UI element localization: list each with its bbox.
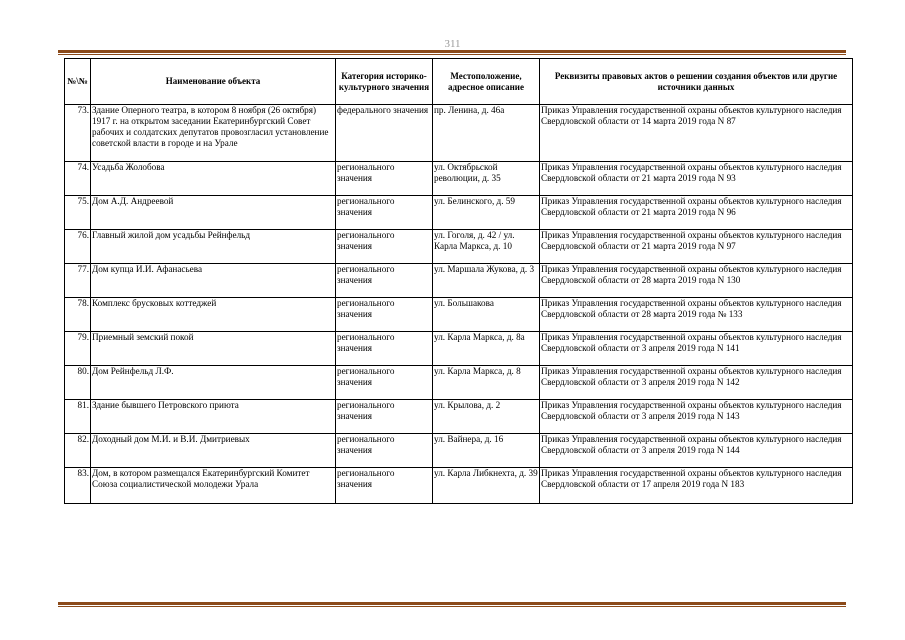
object-location: пр. Ленина, д. 46а [433,105,540,162]
object-legal-act: Приказ Управления государственной охраны объектов культурного наследия Свердловской области от 3 апреля 2019 года N 143 [540,400,853,434]
table-row [65,196,853,230]
object-name: Комплекс брусковых коттеджей [91,298,336,332]
object-name: Усадьба Жолобова [91,162,336,196]
heritage-objects-table [64,58,853,504]
row-number: 78. [65,298,91,332]
object-location: ул. Крылова, д. 2 [433,400,540,434]
object-category: регионального значения [336,400,433,434]
col-header-category: Категория историко-культурного значения [336,59,433,105]
row-number: 82. [65,434,91,468]
table-row [65,162,853,196]
col-header-number: №\№ [65,59,91,105]
object-location: ул. Карла Либкнехта, д. 39 [433,468,540,504]
object-name: Дом Рейнфельд Л.Ф. [91,366,336,400]
bottom-rule [58,602,846,607]
object-location: ул. Белинского, д. 59 [433,196,540,230]
object-name: Здание бывшего Петровского приюта [91,400,336,434]
col-header-legal-acts: Реквизиты правовых актов о решении создания объектов или другие источники данных [540,59,853,105]
col-header-location: Местоположение, адресное описание [433,59,540,105]
object-category: регионального значения [336,366,433,400]
table-row [65,366,853,400]
object-name: Здание Оперного театра, в котором 8 ноября (26 октября) 1917 г. на открытом заседании Екатеринбургский Совет рабочих и солдатских депутатов провозгласил установление советской власти в городе и на Урале [91,105,336,162]
row-number: 74. [65,162,91,196]
row-number: 79. [65,332,91,366]
table-row [65,264,853,298]
object-category: регионального значения [336,162,433,196]
row-number: 76. [65,230,91,264]
object-category: регионального значения [336,434,433,468]
object-legal-act: Приказ Управления государственной охраны объектов культурного наследия Свердловской области от 14 марта 2019 года N 87 [540,105,853,162]
object-legal-act: Приказ Управления государственной охраны объектов культурного наследия Свердловской области от 21 марта 2019 года N 96 [540,196,853,230]
object-name: Приемный земский покой [91,332,336,366]
page-number: 311 [444,38,461,50]
top-rule [58,50,846,55]
table-row [65,105,853,162]
object-name: Дом купца И.И. Афанасьева [91,264,336,298]
table-row [65,230,853,264]
object-location: ул. Октябрьской революции, д. 35 [433,162,540,196]
object-category: регионального значения [336,264,433,298]
table-header-row [65,59,853,105]
object-name: Дом А.Д. Андреевой [91,196,336,230]
object-location: ул. Карла Маркса, д. 8а [433,332,540,366]
object-location: ул. Маршала Жукова, д. 3 [433,264,540,298]
row-number: 73. [65,105,91,162]
object-category: федерального значения [336,105,433,162]
row-number: 80. [65,366,91,400]
table-row [65,332,853,366]
object-location: ул. Большакова [433,298,540,332]
object-name: Дом, в котором размещался Екатеринбургский Комитет Союза социалистической молодежи Урала [91,468,336,504]
object-legal-act: Приказ Управления государственной охраны объектов культурного наследия Свердловской области от 3 апреля 2019 года N 144 [540,434,853,468]
object-legal-act: Приказ Управления государственной охраны объектов культурного наследия Свердловской области от 21 марта 2019 года N 93 [540,162,853,196]
object-category: регионального значения [336,298,433,332]
object-legal-act: Приказ Управления государственной охраны объектов культурного наследия Свердловской области от 28 марта 2019 года N 130 [540,264,853,298]
object-legal-act: Приказ Управления государственной охраны объектов культурного наследия Свердловской области от 28 марта 2019 года № 133 [540,298,853,332]
object-location: ул. Гоголя, д. 42 / ул. Карла Маркса, д. 10 [433,230,540,264]
object-category: регионального значения [336,230,433,264]
table-row [65,468,853,504]
object-name: Главный жилой дом усадьбы Рейнфельд [91,230,336,264]
object-legal-act: Приказ Управления государственной охраны объектов культурного наследия Свердловской области от 17 апреля 2019 года N 183 [540,468,853,504]
object-location: ул. Карла Маркса, д. 8 [433,366,540,400]
object-location: ул. Вайнера, д. 16 [433,434,540,468]
table-row [65,434,853,468]
object-category: регионального значения [336,468,433,504]
object-legal-act: Приказ Управления государственной охраны объектов культурного наследия Свердловской области от 3 апреля 2019 года N 141 [540,332,853,366]
object-category: регионального значения [336,196,433,230]
row-number: 81. [65,400,91,434]
object-name: Доходный дом М.И. и В.И. Дмитриевых [91,434,336,468]
object-legal-act: Приказ Управления государственной охраны объектов культурного наследия Свердловской области от 3 апреля 2019 года N 142 [540,366,853,400]
row-number: 83. [65,468,91,504]
table-row [65,298,853,332]
col-header-name: Наименование объекта [91,59,336,105]
row-number: 75. [65,196,91,230]
table-row [65,400,853,434]
object-category: регионального значения [336,332,433,366]
object-legal-act: Приказ Управления государственной охраны объектов культурного наследия Свердловской области от 21 марта 2019 года N 97 [540,230,853,264]
row-number: 77. [65,264,91,298]
